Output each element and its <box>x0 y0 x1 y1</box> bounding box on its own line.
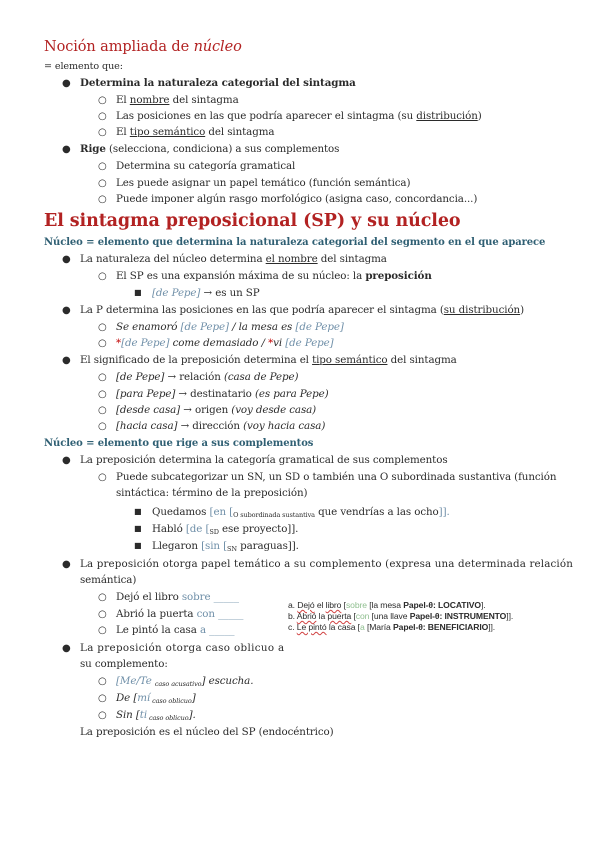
example-line-b: b. Abrió la puerta [con [una llave Papel-θ: INSTRUMENTO]]. <box>288 611 514 621</box>
bullet-circle: ○ <box>98 161 107 172</box>
bullet-disc: ● <box>62 78 71 89</box>
list-item: El tipo semántico del sintagma <box>116 126 275 138</box>
section2-title: El sintagma preposicional (SP) y su núcleo <box>44 211 461 231</box>
list-item: [de Pepe] → relación (casa de Pepe) <box>116 371 299 383</box>
list-item-continuation: sintáctica: término de la preposición) <box>116 487 308 499</box>
example-item: Llegaron [sin [$_{SN}$ paraguas]]. <box>152 540 299 553</box>
list-item: De [mí $_{caso oblicuo}$] <box>116 692 196 705</box>
bullet-circle: ○ <box>98 472 107 483</box>
list-item: La preposición determina la categoría gramatical de sus complementos <box>80 454 448 466</box>
list-item: Sin [ti $_{caso oblicuo}$]. <box>116 709 196 722</box>
bullet-square: ■ <box>134 507 142 516</box>
list-item: Puede imponer algún rasgo morfológico (asigna caso, concordancia...) <box>116 193 478 205</box>
list-item: La preposición otorga caso oblicuo a <box>80 642 285 654</box>
example-line-a: a. Dejó el libro [sobre [la mesa Papel-θ: LOCATIVO]. <box>288 600 486 610</box>
closing-line: La preposición es el núcleo del SP (endocéntrico) <box>80 726 334 738</box>
list-item: Dejó el libro sobre _____ <box>116 591 239 603</box>
example-item: Habló [de [$_{SD}$ ese proyecto]]. <box>152 523 299 536</box>
bullet-circle: ○ <box>98 421 107 432</box>
bullet-disc: ● <box>62 455 71 466</box>
bullet-square: ■ <box>134 541 142 550</box>
bullet-square: ■ <box>134 524 142 533</box>
list-item: [para Pepe] → destinatario (es para Pepe) <box>116 388 329 400</box>
list-item: Determina su categoría gramatical <box>116 160 296 172</box>
list-item: Les puede asignar un papel temático (función semántica) <box>116 177 411 189</box>
bullet-circle: ○ <box>98 194 107 205</box>
list-item: [Me/Te $_{caso acusativo}$] escucha. <box>116 675 254 688</box>
list-item-continuation: semántica) <box>80 574 137 586</box>
bullet-circle: ○ <box>98 693 107 704</box>
bullet-disc: ● <box>62 254 71 265</box>
example-line-c: c. Le pintó la casa [a [María Papel-θ: BENEFICIARIO]]. <box>288 622 496 632</box>
list-item: El significado de la preposición determina el tipo semántico del sintagma <box>80 354 457 366</box>
list-item: Las posiciones en las que podría aparecer el sintagma (su distribución) <box>116 110 482 122</box>
list-item: [de Pepe] → es un SP <box>152 287 260 299</box>
list-item: *[de Pepe] come demasiado / *vi [de Pepe] <box>116 337 334 349</box>
subheading: Núcleo = elemento que determina la naturaleza categorial del segmento en el que aparece <box>44 237 546 248</box>
list-item-continuation: su complemento: <box>80 658 168 670</box>
bullet-circle: ○ <box>98 405 107 416</box>
bullet-circle: ○ <box>98 95 107 106</box>
bullet-disc: ● <box>62 305 71 316</box>
bullet-disc: ● <box>62 643 71 654</box>
list-item: Puede subcategorizar un SN, un SD o también una O subordinada sustantiva (función <box>116 471 557 483</box>
list-item: El nombre del sintagma <box>116 94 239 106</box>
bullet-circle: ○ <box>98 710 107 721</box>
bullet-disc: ● <box>62 559 71 570</box>
list-item: Rige (selecciona, condiciona) a sus complementos <box>80 143 340 155</box>
bullet-circle: ○ <box>98 625 107 636</box>
list-item: El SP es una expansión máxima de su núcleo: la preposición <box>116 270 432 282</box>
list-item: La naturaleza del núcleo determina el nombre del sintagma <box>80 253 387 265</box>
bullet-circle: ○ <box>98 338 107 349</box>
list-item: [desde casa] → origen (voy desde casa) <box>116 404 317 416</box>
list-item: La P determina las posiciones en las que podría aparecer el sintagma (su distribución) <box>80 304 524 316</box>
section1-intro: = elemento que: <box>44 61 123 72</box>
list-item: Se enamoró [de Pepe] / la mesa es [de Pepe] <box>116 321 344 333</box>
section1-title: Noción ampliada de núcleo <box>44 39 242 55</box>
list-item: [hacia casa] → dirección (voy hacia casa) <box>116 420 326 432</box>
bullet-disc: ● <box>62 144 71 155</box>
bullet-circle: ○ <box>98 271 107 282</box>
bullet-circle: ○ <box>98 592 107 603</box>
bullet-disc: ● <box>62 355 71 366</box>
bullet-circle: ○ <box>98 322 107 333</box>
bullet-circle: ○ <box>98 389 107 400</box>
bullet-circle: ○ <box>98 178 107 189</box>
bullet-circle: ○ <box>98 127 107 138</box>
list-item: La preposición otorga papel temático a su complemento (expresa una determinada relación <box>80 558 574 570</box>
subheading: Núcleo = elemento que rige a sus complementos <box>44 438 314 449</box>
bullet-circle: ○ <box>98 609 107 620</box>
bullet-square: ■ <box>134 288 142 297</box>
bullet-circle: ○ <box>98 676 107 687</box>
bullet-circle: ○ <box>98 111 107 122</box>
list-item: Le pintó la casa a _____ <box>116 624 235 636</box>
bullet-circle: ○ <box>98 372 107 383</box>
list-item: Determina la naturaleza categorial del sintagma <box>80 77 356 89</box>
example-item: Quedamos [en [$_{O subordinada sustantiva}$ que vendrías a las ocho]]. <box>152 506 450 519</box>
list-item: Abrió la puerta con _____ <box>116 608 244 620</box>
